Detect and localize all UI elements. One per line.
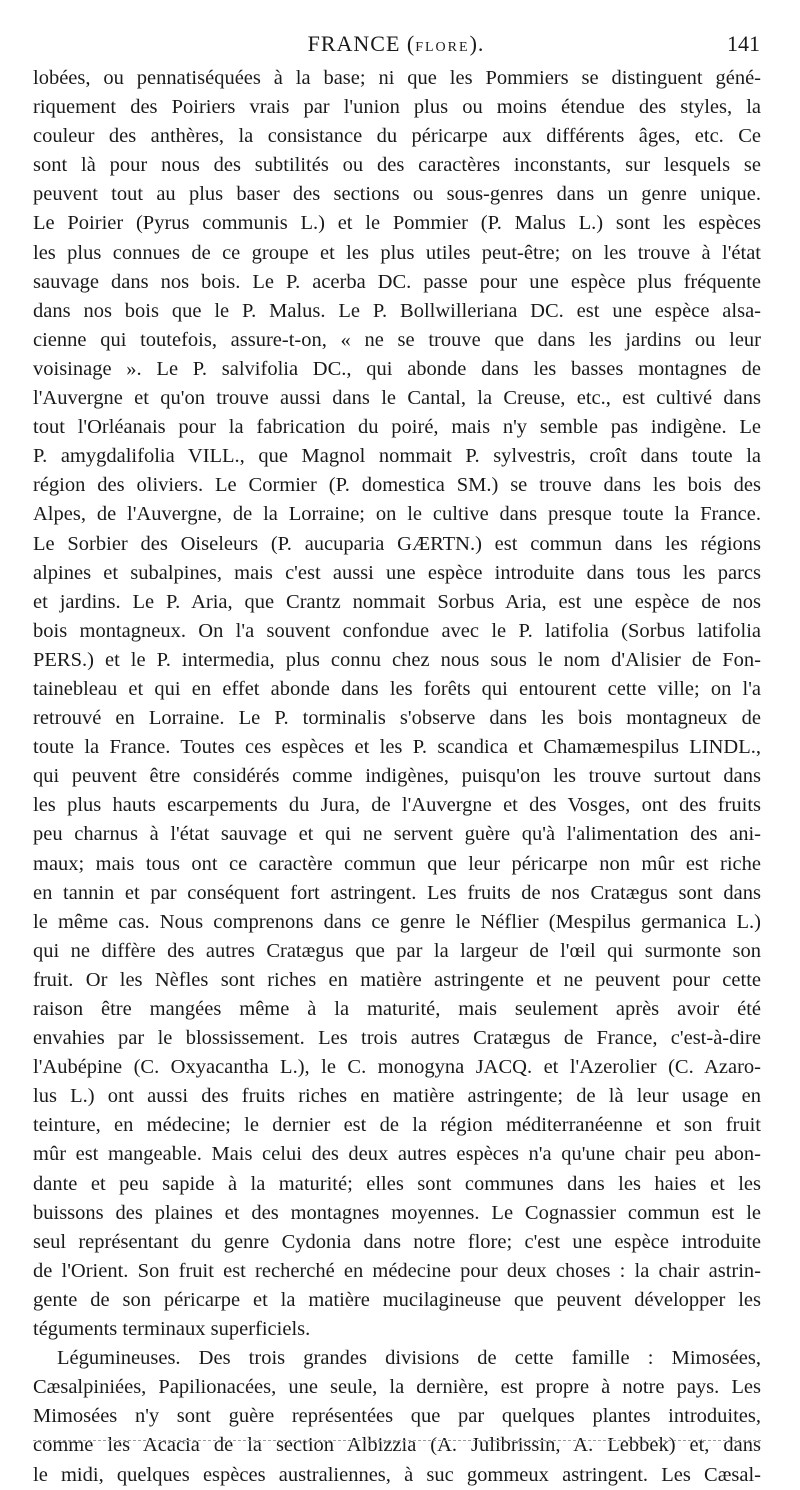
- text-line: sont là pour nous des subtilités ou des caractères inconstants, sur lesquels se: [33, 154, 761, 177]
- running-header: [32, 26, 760, 62]
- text-line: tainebleau et qui en effet abonde dans les forêts qui entourent cette ville; on l'a: [33, 677, 761, 700]
- text-line: couleur des anthères, la consistance du péricarpe aux différents âges, etc. Ce: [33, 125, 761, 148]
- text-line: lus L.) ont aussi des fruits riches en matière astringente; de là leur usage en: [33, 1085, 761, 1108]
- text-line: alpines et subalpines, mais c'est aussi une espèce introduite dans tous les parcs: [33, 561, 761, 584]
- header-title-close: ).: [469, 31, 485, 56]
- text-line: dans nos bois que le P. Malus. Le P. Bollwilleriana DC. est une espèce alsa-: [33, 299, 761, 322]
- text-line: voisinage ». Le P. salvifolia DC., qui abonde dans les basses montagnes de: [33, 357, 761, 380]
- text-line: retrouvé en Lorraine. Le P. torminalis s'observe dans les bois montagneux de: [33, 707, 761, 730]
- text-line: riquement des Poiriers vrais par l'union plus ou moins étendue des styles, la: [33, 96, 761, 119]
- text-line: peu charnus à l'état sauvage et qui ne servent guère qu'à l'alimentation des ani-: [33, 823, 761, 846]
- text-line: les plus hauts escarpements du Jura, de l'Auvergne et des Vosges, ont des fruits: [33, 794, 761, 817]
- text-line: les plus connues de ce groupe et les plus utiles peut-être; on les trouve à l'état: [33, 241, 761, 264]
- text-line: le même cas. Nous comprenons dans ce genre le Néflier (Mespilus germanica L.): [33, 910, 761, 933]
- text-line: mûr est mangeable. Mais celui des deux autres espèces n'a qu'une chair peu abon-: [33, 1143, 761, 1166]
- text-line: PERS.) et le P. intermedia, plus connu chez nous sous le nom d'Alisier de Fon-: [33, 648, 761, 671]
- header-title-small: FLORE: [415, 40, 470, 55]
- text-line: qui peuvent être considérés comme indigènes, puisqu'on les trouve surtout dans: [33, 765, 761, 788]
- text-line: l'Aubépine (C. Oxyacantha L.), le C. monogyna JACQ. et l'Azerolier (C. Azaro-: [33, 1056, 761, 1079]
- body-text: [33, 64, 761, 1490]
- header-title-main: FRANCE (: [307, 31, 416, 56]
- text-line: peuvent tout au plus baser des sections ou sous-genres dans un genre unique.: [33, 183, 761, 206]
- text-line: région des oliviers. Le Cormier (P. domestica SM.) se trouve dans les bois des: [33, 474, 761, 497]
- page-number: 141: [727, 31, 760, 56]
- text-line: raison être mangées même à la maturité, mais seulement après avoir été: [33, 998, 761, 1020]
- text-line: Le Poirier (Pyrus communis L.) et le Pommier (P. Malus L.) sont les espèces: [33, 212, 761, 235]
- text-line: sauvage dans nos bois. Le P. acerba DC. passe pour une espèce plus fréquente: [33, 270, 761, 293]
- text-line: qui ne diffère des autres Cratægus que par la largeur de l'œil qui surmonte son: [33, 939, 761, 962]
- text-line: Alpes, de l'Auvergne, de la Lorraine; on le cultive dans presque toute la France.: [33, 503, 761, 526]
- text-line: P. amygdalifolia VILL., que Magnol nommait P. sylvestris, croît dans toute la: [33, 445, 761, 468]
- header-title: [32, 26, 760, 66]
- text-line: cienne qui toutefois, assure-t-on, « ne se trouve que dans les jardins ou leur: [33, 328, 761, 351]
- text-line: comme les Acacia de la section Albizzia (A. Julibrissin, A. Lebbek) et, dans: [33, 1434, 761, 1457]
- footer-divider: [33, 1440, 761, 1441]
- text-line: Cæsalpiniées, Papilionacées, une seule, la dernière, est propre à notre pays. Les: [33, 1376, 761, 1399]
- text-line: teinture, en médecine; le dernier est de la région méditerranéenne et son fruit: [33, 1114, 761, 1137]
- text-line: l'Auvergne et qu'on trouve aussi dans le Cantal, la Creuse, etc., est cultivé dans: [33, 387, 761, 410]
- text-line: et jardins. Le P. Aria, que Crantz nommait Sorbus Aria, est une espèce de nos: [33, 590, 761, 613]
- section-heading-line: Légumineuses. Des trois grandes divisions de cette famille : Mimosées,: [57, 1347, 761, 1370]
- text-line: dante et peu sapide à la maturité; elles sont communes dans les haies et les: [33, 1172, 761, 1195]
- text-line: Mimosées n'y sont guère représentées que par quelques plantes introduites,: [33, 1405, 761, 1428]
- text-line: seul représentant du genre Cydonia dans notre flore; c'est une espèce introduite: [33, 1230, 761, 1253]
- text-line: envahies par le blossissement. Les trois autres Cratægus de France, c'est-à-dire: [33, 1027, 761, 1050]
- text-line: de l'Orient. Son fruit est recherché en médecine pour deux choses : la chair astrin-: [33, 1259, 761, 1282]
- text-line: toute la France. Toutes ces espèces et les P. scandica et Chamæmespilus LINDL.,: [33, 736, 761, 759]
- text-line: en tannin et par conséquent fort astringent. Les fruits de nos Cratægus sont dans: [33, 881, 761, 904]
- text-line: fruit. Or les Nèfles sont riches en matière astringente et ne peuvent pour cette: [33, 968, 761, 991]
- text-line: le midi, quelques espèces australiennes, à suc gommeux astringent. Les Cæsal-: [33, 1463, 761, 1486]
- text-line: bois montagneux. On l'a souvent confondue avec le P. latifolia (Sorbus latifolia: [33, 619, 761, 642]
- text-line: Le Sorbier des Oiseleurs (P. aucuparia GÆRTN.) est commun dans les régions: [33, 532, 761, 555]
- text-line: maux; mais tous ont ce caractère commun que leur péricarpe non mûr est riche: [33, 852, 761, 875]
- text-line: lobées, ou pennatiséquées à la base; ni que les Pommiers se distinguent géné-: [33, 67, 761, 89]
- text-line: gente de son péricarpe et la matière mucilagineuse que peuvent développer les: [33, 1288, 761, 1311]
- text-line: buissons des plaines et des montagnes moyennes. Le Cognassier commun est le: [33, 1201, 761, 1224]
- text-line: téguments terminaux superficiels.: [33, 1318, 311, 1341]
- text-line: tout l'Orléanais pour la fabrication du poiré, mais n'y semble pas indigène. Le: [33, 416, 761, 439]
